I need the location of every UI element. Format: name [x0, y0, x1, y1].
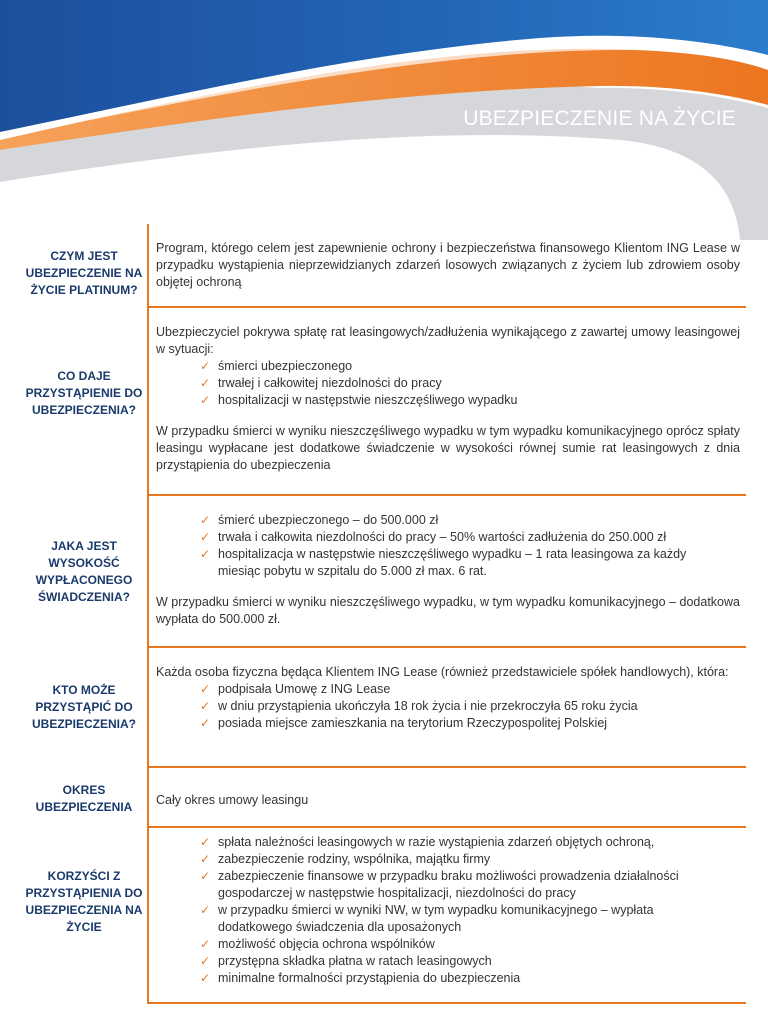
checkmark-icon: ✓ — [200, 699, 211, 713]
section-answer — [156, 324, 740, 474]
header-banner — [0, 0, 768, 240]
checklist — [156, 512, 740, 580]
checkmark-icon: ✓ — [200, 869, 211, 883]
answer-text: Każda osoba fizyczna będąca Klientem ING Lease (również przedstawiciele spółek handlowych), która: — [156, 665, 729, 679]
vertical-divider — [147, 224, 149, 1004]
checkmark-icon: ✓ — [200, 393, 211, 407]
section-separator — [148, 494, 746, 496]
list-item: ✓ spłata należności leasingowych w razie wystąpienia zdarzeń objętych ochroną, — [200, 835, 655, 849]
answer-text: W przypadku śmierci w wyniku nieszczęśliwego wypadku, w tym wypadku komunikacyjnego – dodatkowa wypłata do 500.000 zł. — [156, 595, 740, 626]
section-separator — [148, 646, 746, 648]
section-answer — [156, 792, 740, 809]
checkmark-icon: ✓ — [200, 359, 211, 373]
list-item: ✓ zabezpieczenie finansowe w przypadku braku możliwości prowadzenia działalności gospodarczej w następstwie hospitalizacji, niezdolności do pracy — [200, 869, 679, 900]
section-question: OKRES UBEZPIECZENIA — [35, 783, 133, 814]
section-answer — [156, 664, 740, 732]
checkmark-icon: ✓ — [200, 903, 211, 917]
checklist — [156, 681, 740, 732]
checkmark-icon: ✓ — [200, 937, 211, 951]
section-answer — [156, 834, 740, 987]
list-item: ✓ podpisała Umowę z ING Lease — [200, 682, 391, 696]
checkmark-icon: ✓ — [200, 716, 211, 730]
list-item: ✓ możliwość objęcia ochrona wspólników — [200, 937, 435, 951]
section-separator — [148, 766, 746, 768]
checkmark-icon: ✓ — [200, 547, 211, 561]
checklist — [156, 834, 740, 987]
list-item: ✓ w przypadku śmierci w wyniki NW, w tym wypadku komunikacyjnego – wypłata dodatkowego świadczenia dla uposażonych — [200, 903, 654, 934]
answer-text: Ubezpieczyciel pokrywa spłatę rat leasingowych/zadłużenia wynikającego z zawartej umowy leasingowej w sytuacji: — [156, 325, 740, 356]
list-item: ✓ posiada miejsce zamieszkania na terytorium Rzeczypospolitej Polskiej — [200, 716, 608, 730]
section-question: CO DAJE PRZYSTĄPIENIE DO UBEZPIECZENIA? — [25, 369, 143, 417]
checklist — [156, 358, 740, 409]
list-item: ✓ hospitalizacji w następstwie nieszczęśliwego wypadku — [200, 393, 518, 407]
list-item: ✓ trwałej i całkowitej niezdolności do pracy — [200, 376, 442, 390]
checkmark-icon: ✓ — [200, 852, 211, 866]
list-item: ✓ śmierci ubezpieczonego — [200, 359, 353, 373]
section-answer — [156, 512, 740, 628]
list-item: ✓ śmierć ubezpieczonego – do 500.000 zł — [200, 513, 439, 527]
section-separator — [148, 1002, 746, 1004]
checkmark-icon: ✓ — [200, 682, 211, 696]
section-question: KORZYŚCI Z PRZYSTĄPIENIA DO UBEZPIECZENIA NA ŻYCIE — [25, 869, 143, 934]
checkmark-icon: ✓ — [200, 835, 211, 849]
checkmark-icon: ✓ — [200, 513, 211, 527]
checkmark-icon: ✓ — [200, 954, 211, 968]
answer-text: Cały okres umowy leasingu — [156, 793, 309, 807]
section-answer — [156, 240, 740, 291]
answer-text: W przypadku śmierci w wyniku nieszczęśliwego wypadku w tym wypadku komunikacyjnego oprócz spłaty leasingu wypłacane jest dodatkowe świadczenie w wysokości równej sumie rat leasingowych z dnia przystąpienia do ubezpieczenia — [156, 424, 740, 472]
answer-text: Program, którego celem jest zapewnienie ochrony i bezpieczeństwa finansowego Klientom ING Lease w przypadku wystąpienia nieprzewidzianych zdarzeń losowych związanych z życiem lub zdrowiem osoby objętej ochroną — [156, 241, 740, 289]
checkmark-icon: ✓ — [200, 530, 211, 544]
list-item: ✓ trwała i całkowita niezdolności do pracy – 50% wartości zadłużenia do 250.000 zł — [200, 530, 667, 544]
section-question: KTO MOŻE PRZYSTĄPIĆ DO UBEZPIECZENIA? — [31, 683, 136, 731]
section-question: CZYM JEST UBEZPIECZENIE NA ŻYCIE PLATINUM? — [25, 249, 143, 297]
list-item: ✓ przystępna składka płatna w ratach leasingowych — [200, 954, 492, 968]
section-question: JAKA JEST WYSOKOŚĆ WYPŁACONEGO ŚWIADCZENIA? — [35, 539, 133, 604]
list-item: ✓ w dniu przystąpienia ukończyła 18 rok życia i nie przekroczyła 65 roku życia — [200, 699, 638, 713]
list-item: ✓ zabezpieczenie rodziny, wspólnika, majątku firmy — [200, 852, 491, 866]
section-separator — [148, 826, 746, 828]
checkmark-icon: ✓ — [200, 376, 211, 390]
checkmark-icon: ✓ — [200, 971, 211, 985]
page-title: UBEZPIECZENIE NA ŻYCIE — [463, 107, 736, 130]
list-item: ✓ hospitalizacja w następstwie nieszczęśliwego wypadku – 1 rata leasingowa za każdy miesiąc pobytu w szpitalu do 5.000 zł max. 6 rat. — [200, 547, 687, 578]
list-item: ✓ minimalne formalności przystąpienia do ubezpieczenia — [200, 971, 521, 985]
section-separator — [148, 306, 746, 308]
